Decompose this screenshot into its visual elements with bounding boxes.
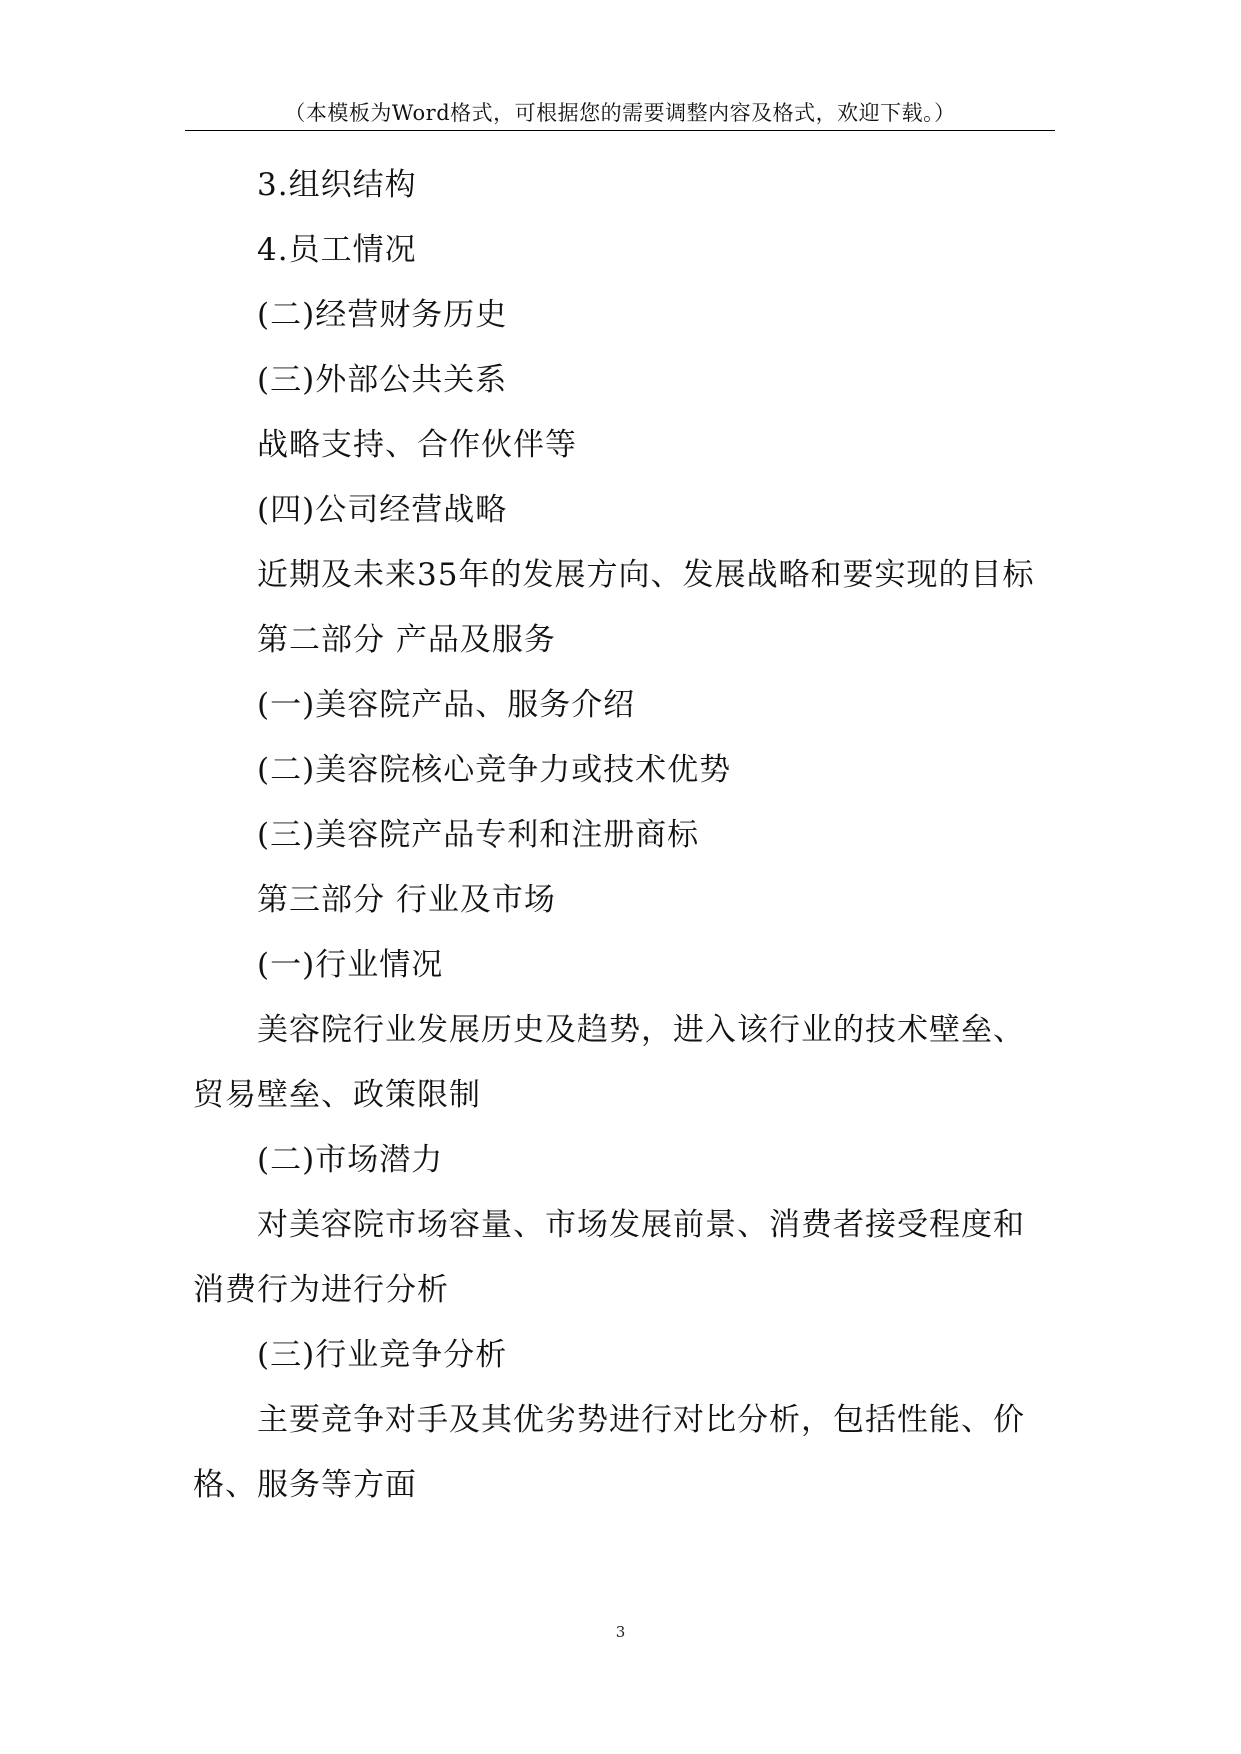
paragraph-market-analysis: 对美容院市场容量、市场发展前景、消费者接受程度和消费行为进行分析 bbox=[193, 1207, 1025, 1308]
section-heading-industry: 第三部分 行业及市场 bbox=[257, 882, 556, 918]
paragraph-org-structure: 3.组织结构 bbox=[257, 167, 417, 203]
header-divider bbox=[185, 130, 1055, 131]
body-content bbox=[193, 153, 1055, 1518]
paragraph-public-relations: (三)外部公共关系 bbox=[257, 362, 508, 398]
paragraph-business-strategy: (四)公司经营战略 bbox=[257, 492, 508, 528]
paragraph-future-direction: 近期及未来35年的发展方向、发展战略和要实现的目标 bbox=[257, 557, 1035, 593]
paragraph-industry-status: (一)行业情况 bbox=[257, 947, 444, 983]
section-heading-products: 第二部分 产品及服务 bbox=[257, 622, 556, 658]
paragraph-financial-history: (二)经营财务历史 bbox=[257, 297, 508, 333]
paragraph-staff: 4.员工情况 bbox=[257, 232, 417, 268]
header-note: （本模板为Word格式，可根据您的需要调整内容及格式，欢迎下载。） bbox=[284, 101, 956, 125]
paragraph-industry-history: 美容院行业发展历史及趋势，进入该行业的技术壁垒、贸易壁垒、政策限制 bbox=[193, 1012, 1025, 1113]
paragraph-patents: (三)美容院产品专利和注册商标 bbox=[257, 817, 700, 853]
paragraph-product-intro: (一)美容院产品、服务介绍 bbox=[257, 687, 636, 723]
paragraph-core-competence: (二)美容院核心竞争力或技术优势 bbox=[257, 752, 732, 788]
page-number: 3 bbox=[615, 1623, 626, 1641]
paragraph-strategic-support: 战略支持、合作伙伴等 bbox=[257, 427, 577, 463]
paragraph-competition: (三)行业竞争分析 bbox=[257, 1337, 508, 1373]
paragraph-competitor-analysis: 主要竞争对手及其优劣势进行对比分析，包括性能、价格、服务等方面 bbox=[193, 1402, 1025, 1503]
paragraph-market-potential: (二)市场潜力 bbox=[257, 1142, 444, 1178]
